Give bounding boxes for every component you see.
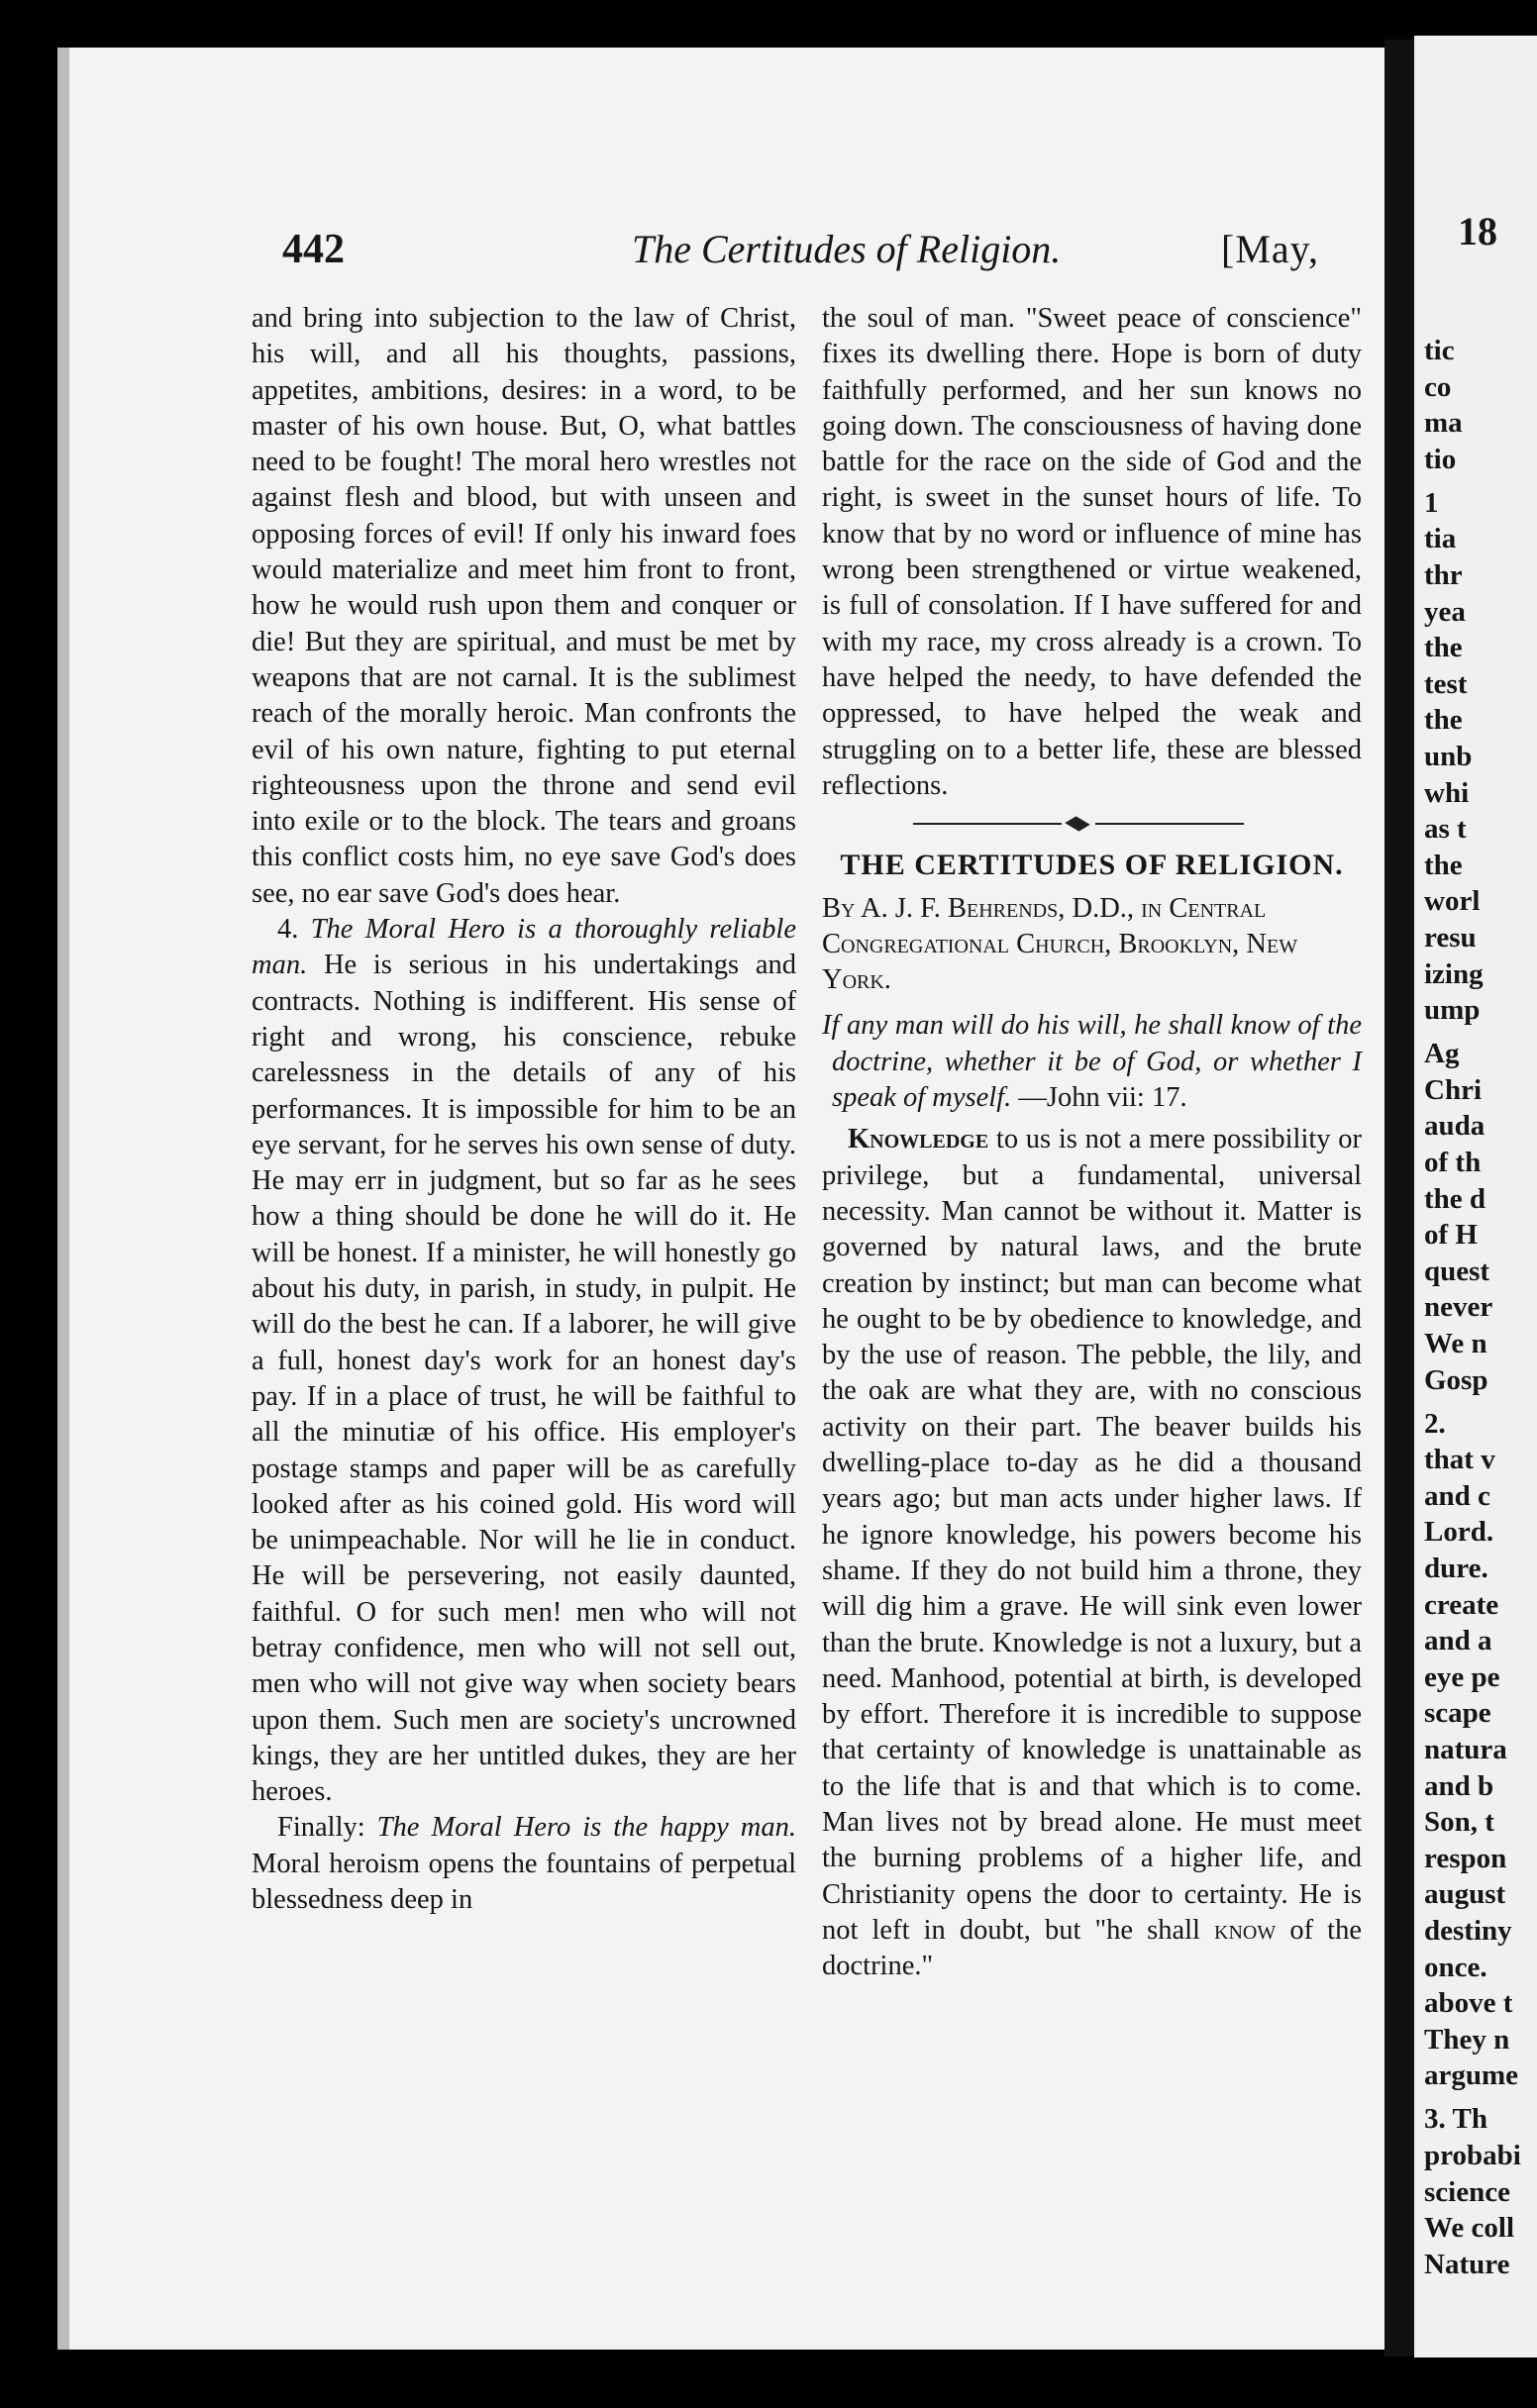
book-page xyxy=(57,48,1384,2350)
next-page-text-fragment: Nature xyxy=(1424,2248,1510,2280)
next-page-text-fragment: yea xyxy=(1424,595,1466,628)
next-page-text-fragment: ma xyxy=(1424,407,1463,440)
paragraph-continued: and bring into subjection to the law of Christ, his will, and all his thoughts, passions, appetites, ambitions, desires: in a word, to be master of his own house. But, O, what battles need to be fought! The moral hero wrestles not against flesh and blood, but with unseen and opposing forces of evil! If only his inward foes would materialize and meet him front to front, how he would rush upon them and conquer or die! But they are spiritual, and must be met by weapons that are not carnal. It is the sublimest reach of the morally heroic. Man confronts the evil of his own nature, fighting to put eternal righteousness upon the throne and send evil into exile or to the block. The tears and groans this conflict costs him, no eye save God's does see, no ear save God's does hear. xyxy=(252,303,796,909)
epigraph-reference: —John vii: 17. xyxy=(1018,1082,1187,1114)
next-page-text-fragment: create xyxy=(1424,1588,1499,1621)
next-page-text-fragment: eye pe xyxy=(1424,1660,1500,1693)
next-page-edge xyxy=(1414,36,1537,2358)
next-page-text-fragment: Ag xyxy=(1424,1038,1460,1070)
right-column xyxy=(822,301,1362,1984)
next-page-text-fragment: never xyxy=(1424,1291,1493,1324)
paragraph-body: He is serious in his undertakings and contracts. Nothing is indifferent. His sense of right and wrong, his conscience, rebuke carelessness in the details of any of his performances. It is impossible for him to be an eye servant, for he serves his own sense of duty. He may err in judgment, but so far as he sees how a thing should be done he will do it. He will be honest. If a minister, he will honestly go about his duty, in parish, in study, in pulpit. He will do the best he can. If a laborer, he will give a full, honest day's work for an honest day's pay. If in a place of trust, he will be faithful to all the minutiæ of his office. His employer's postage stamps and paper will be as carefully looked after as his coined gold. His word will be unimpeachable. Nor will he lie in conduct. He will be persevering, not easily daunted, faithful. O for such men! men who will not betray confidence, men who will not sell out, men who will not give way when society bears upon them. Such men are society's uncrowned kings, they are her untitled dukes, they are her heroes. xyxy=(252,950,796,1808)
paragraph-body: Moral heroism opens the fountains of perpetual blessedness deep in xyxy=(252,1848,796,1916)
next-page-text-fragment: 1 xyxy=(1424,486,1439,519)
next-page-text-fragment: once. xyxy=(1424,1951,1487,1983)
page-number: 442 xyxy=(282,227,345,272)
sermon-title: THE CERTITUDES OF RELIGION. xyxy=(840,849,1344,882)
next-page-text-fragment: Chri xyxy=(1424,1073,1482,1106)
next-page-text-fragment: We n xyxy=(1424,1328,1487,1359)
next-page-text-fragment: 3. Th xyxy=(1424,2103,1487,2136)
separator-left-rule xyxy=(913,823,1062,825)
book-gutter xyxy=(1384,40,1414,2357)
paragraph-end-of-sermon: the soul of man. "Sweet peace of conscience" fixes its dwelling there. Hope is born of duty faithfully performed, and her sun knows no going down. The consciousness of having done battle for the race on the side of God and the right, is sweet in the sunset hours of life. To know that by no word or influence of mine has wrong been strengthened or virtue weakened, is full of consolation. If I have suffered for and with my race, my cross already is a crown. To have helped the needy, to have defended the oppressed, to have helped the weak and struggling on to a better life, these are blessed reflections. xyxy=(822,303,1362,801)
next-page-text-fragment: quest xyxy=(1424,1254,1490,1287)
next-page-text-fragment: science xyxy=(1424,2175,1510,2208)
next-page-text-fragment: argume xyxy=(1424,2059,1519,2092)
section-number: 4. xyxy=(277,914,299,946)
next-page-text-fragment: auda xyxy=(1424,1110,1486,1143)
paragraph-reliable-man xyxy=(252,912,796,1810)
next-page-text-fragment: tia xyxy=(1424,523,1457,555)
paragraph-body: to us is not a mere possibility or privilege, but a fundamental, universal necessity. Man cannot be without it. Matter is governed by natural laws, and the brute creation by instinct; but man can become what he ought to be by obedience to knowledge, and by the use of reason. The pebble, the lily, and the oak are what they are, with no conscious activity on their part. The beaver builds his dwelling-place to-day as he did a thousand years ago; but man acts under higher laws. If he ignore knowledge, his powers become his shame. If they do not build him a throne, they will dig him a grave. He will sink even lower than the brute. Knowledge is not a luxury, but a need. Manhood, potential at birth, is developed by effort. Therefore it is incredible to suppose that certainty of knowledge is unattainable as to the life that is and that which is to come. Man lives not by bread alone. He must meet the burning problems of a higher life, and Christianity opens the door to certainty. He is not left in doubt, but xyxy=(822,1124,1362,1946)
next-page-text-fragment: 18 xyxy=(1458,209,1497,253)
next-page-text-fragment: natura xyxy=(1424,1734,1507,1765)
paragraph-lead-word: Knowledge xyxy=(848,1124,989,1155)
left-column xyxy=(252,301,796,1918)
separator-ornament xyxy=(1065,817,1089,832)
page-header xyxy=(57,216,1384,275)
section-heading: The Moral Hero is a thoroughly reliable man. xyxy=(252,914,796,981)
next-page-text-fragment: above t xyxy=(1424,1987,1513,2020)
next-page-text-fragment: Son, t xyxy=(1424,1806,1494,1839)
paragraph-knowledge xyxy=(822,1122,1362,1984)
next-page-text-fragment: august xyxy=(1424,1878,1506,1911)
next-page-text-fragment: the xyxy=(1424,849,1463,881)
next-page-text-fragment: dure. xyxy=(1424,1553,1488,1584)
section-heading: The Moral Hero is the happy man. xyxy=(376,1812,796,1844)
next-page-text-fragment: tic xyxy=(1424,335,1455,366)
next-page-text-fragment: respon xyxy=(1424,1842,1507,1874)
section-separator xyxy=(822,808,1362,840)
next-page-text-fragment: the xyxy=(1424,704,1463,737)
next-page-text-fragment: izing xyxy=(1424,957,1484,990)
next-page-text-fragment: and b xyxy=(1424,1769,1494,1802)
next-page-text-fragment: of th xyxy=(1424,1147,1482,1178)
next-page-text-fragment: We coll xyxy=(1424,2212,1515,2245)
paragraph-quote-end: of the doctrine." xyxy=(822,1914,1362,1982)
paragraph-quote-emphasis: know xyxy=(1214,1914,1277,1946)
paragraph-happy-man xyxy=(252,1810,796,1918)
next-page-text-fragment: 2. xyxy=(1424,1407,1446,1440)
next-page-text-fragment: They n xyxy=(1424,2023,1510,2056)
running-title: The Certitudes of Religion. xyxy=(632,227,1062,271)
next-page-text-fragment: thr xyxy=(1424,559,1463,591)
next-page-text-fragment: tio xyxy=(1424,443,1457,475)
next-page-text-fragment: Lord. xyxy=(1424,1516,1494,1549)
next-page-text-fragment: and a xyxy=(1424,1625,1492,1657)
next-page-text-fragment: Gosp xyxy=(1424,1363,1488,1396)
next-page-text-fragment: destiny xyxy=(1424,1915,1512,1947)
next-page-text-fragment: that v xyxy=(1424,1444,1495,1476)
next-page-text-fragment: test xyxy=(1424,667,1468,700)
next-page-text-fragment: of H xyxy=(1424,1219,1478,1252)
epigraph xyxy=(822,1008,1362,1116)
next-page-text-fragment: co xyxy=(1424,370,1452,403)
next-page-text-fragment: whi xyxy=(1424,776,1470,809)
separator-right-rule xyxy=(1095,823,1244,825)
next-page-text-fragment: unb xyxy=(1424,741,1473,772)
next-page-text-fragment: the d xyxy=(1424,1182,1486,1215)
running-month: [May, xyxy=(1221,227,1320,271)
section-lead: Finally: xyxy=(277,1812,365,1844)
next-page-text-fragment: probabi xyxy=(1424,2140,1521,2171)
next-page-text-fragment: resu xyxy=(1424,922,1477,953)
next-page-text-fragment: and c xyxy=(1424,1479,1490,1512)
epigraph-text: If any man will do his will, he shall know of the doctrine, whether it be of God, or whether I speak of myself. xyxy=(822,1010,1362,1114)
next-page-text-fragment: scape xyxy=(1424,1697,1491,1730)
next-page-text-fragment: the xyxy=(1424,632,1463,664)
paragraph-quote-start: "he shall xyxy=(1094,1914,1200,1946)
next-page-text-fragment: as t xyxy=(1424,813,1467,846)
next-page-text-fragment: ump xyxy=(1424,994,1481,1027)
next-page-text-fragment: worl xyxy=(1424,885,1481,918)
sermon-byline: By A. J. F. Behrends, D.D., in Central Congregational Church, Brooklyn, New York. xyxy=(822,893,1298,996)
